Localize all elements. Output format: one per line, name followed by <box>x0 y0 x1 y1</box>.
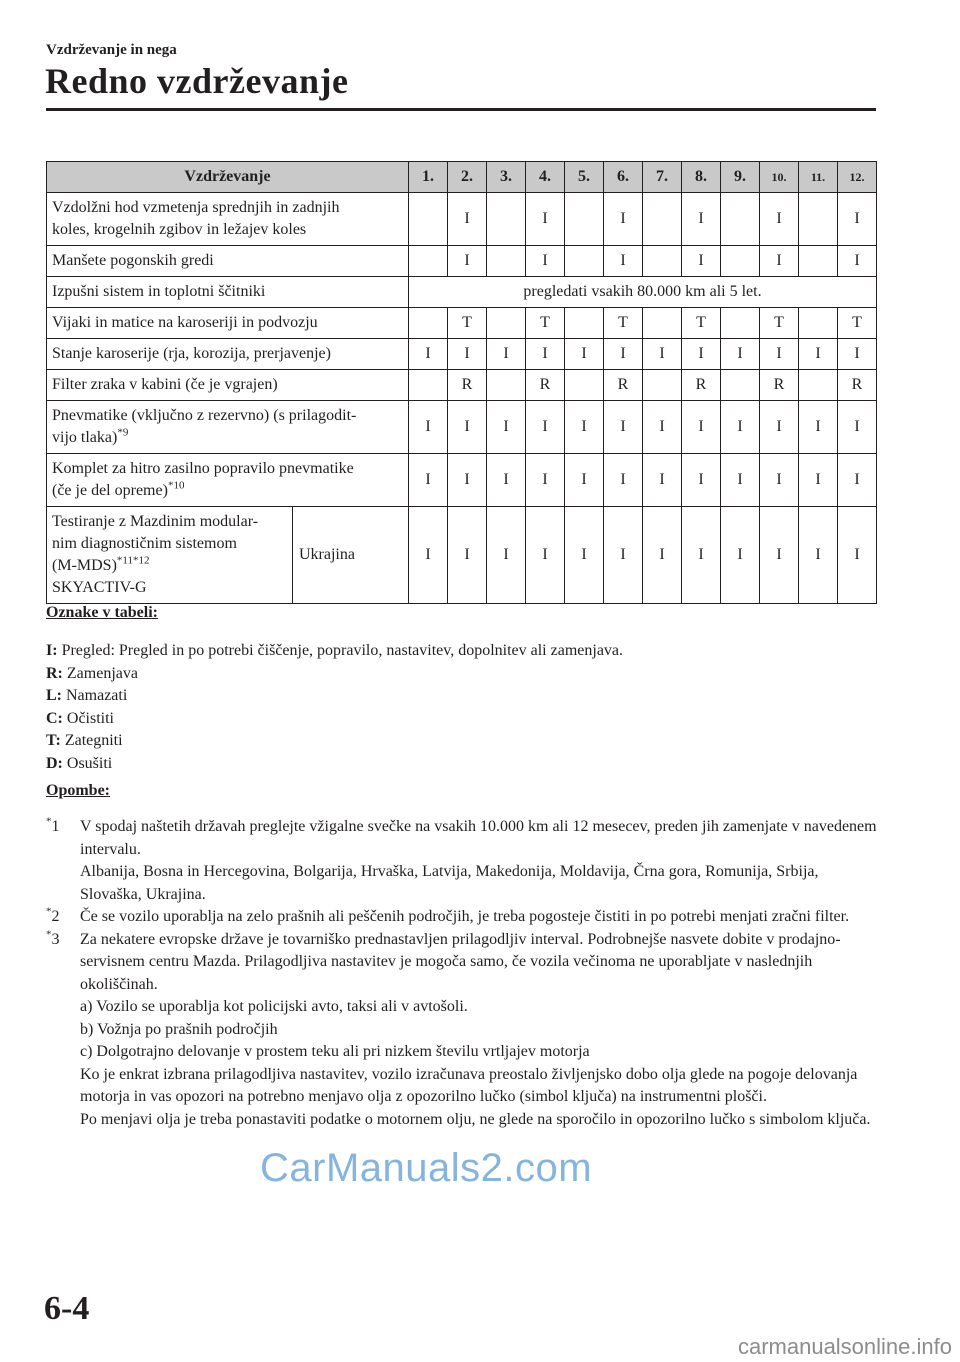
schedule-cell: I <box>526 246 565 277</box>
schedule-cell: R <box>604 370 643 401</box>
table-header-row <box>47 162 877 193</box>
schedule-cell: I <box>643 507 682 604</box>
schedule-cell: I <box>838 454 877 507</box>
schedule-cell: I <box>721 401 760 454</box>
legend-item: T: Zategniti <box>46 732 123 750</box>
table-row <box>47 401 877 454</box>
note-text: Ko je enkrat izbrana prilagodljiva nastavitev, vozilo izračunava preostalo življenjsko dobo olja glede na pogoje delovanja motorja in vas opozori na potrebno menjavo olja z opozorilno lučko (simbol ključa) na instrumentni plošči. <box>80 1065 858 1105</box>
row-label: Vijaki in matice na karoseriji in podvozju <box>47 308 409 339</box>
legend-item: I: Pregled: Pregled in po potrebi čiščenje, popravilo, nastavitev, dopolnitev ali zamenjava. <box>46 642 624 659</box>
header-col: 6. <box>604 162 643 193</box>
schedule-cell: I <box>526 339 565 370</box>
schedule-cell: I <box>565 507 604 604</box>
note-text: V spodaj naštetih državah preglejte vžigalne svečke na vsakih 10.000 km ali 12 mesecev, preden jih zamenjate v navedenem intervalu. <box>80 818 877 858</box>
schedule-cell: I <box>721 454 760 507</box>
legend-item: R: Zamenjava <box>46 664 138 682</box>
page-number: 6-4 <box>44 1290 90 1327</box>
schedule-cell: I <box>643 401 682 454</box>
schedule-cell: I <box>448 246 487 277</box>
header-col: 1. <box>409 162 448 193</box>
note-text: Po menjavi olja je treba ponastaviti podatke o motornem olju, ne glede na sporočilo in opozorilno lučko s simbolom ključa. <box>80 1110 871 1128</box>
schedule-cell <box>487 308 526 339</box>
header-col: 12. <box>838 162 877 193</box>
schedule-cell: I <box>487 454 526 507</box>
schedule-cell <box>643 246 682 277</box>
schedule-cell: I <box>643 339 682 370</box>
schedule-cell: I <box>682 401 721 454</box>
schedule-cell: I <box>448 454 487 507</box>
schedule-cell: I <box>838 401 877 454</box>
schedule-cell: I <box>526 454 565 507</box>
header-col: 9. <box>721 162 760 193</box>
schedule-cell: I <box>604 193 643 246</box>
note-2 <box>46 906 881 929</box>
table-row <box>47 370 877 401</box>
schedule-cell: T <box>604 308 643 339</box>
schedule-cell <box>487 370 526 401</box>
table-row <box>47 246 877 277</box>
schedule-cell: R <box>448 370 487 401</box>
row-sublabel: Ukrajina <box>293 507 409 604</box>
row-label: Stanje karoserije (rja, korozija, prerjavenje) <box>47 339 409 370</box>
schedule-cell <box>487 246 526 277</box>
schedule-cell: I <box>682 454 721 507</box>
schedule-cell: I <box>760 339 799 370</box>
schedule-cell: I <box>838 193 877 246</box>
note-number: *3 <box>46 928 60 948</box>
schedule-cell: R <box>682 370 721 401</box>
schedule-cell <box>409 308 448 339</box>
schedule-cell: I <box>409 401 448 454</box>
schedule-cell: I <box>643 454 682 507</box>
note-text: Če se vozilo uporablja na zelo prašnih ali peščenih področjih, je treba pogosteje čistiti in po potrebi menjati zračni filter. <box>80 908 850 925</box>
header-col: 3. <box>487 162 526 193</box>
schedule-cell <box>721 370 760 401</box>
section-label: Vzdrževanje in nega <box>46 42 177 58</box>
schedule-cell: I <box>448 193 487 246</box>
table-row <box>47 308 877 339</box>
schedule-cell: I <box>409 507 448 604</box>
schedule-cell: R <box>838 370 877 401</box>
schedule-cell: I <box>604 339 643 370</box>
schedule-cell <box>799 246 838 277</box>
notes-heading: Opombe: <box>46 782 110 799</box>
schedule-cell: I <box>760 507 799 604</box>
schedule-cell: I <box>760 401 799 454</box>
schedule-cell: I <box>799 507 838 604</box>
schedule-cell: I <box>838 507 877 604</box>
table-row <box>47 454 877 507</box>
note-number: *2 <box>46 905 60 925</box>
schedule-cell: I <box>526 401 565 454</box>
note-1 <box>46 816 881 906</box>
schedule-cell <box>721 308 760 339</box>
schedule-cell: I <box>565 454 604 507</box>
page-title: Redno vzdrževanje <box>45 61 349 101</box>
header-col: 5. <box>565 162 604 193</box>
schedule-cell: I <box>760 193 799 246</box>
header-col: 2. <box>448 162 487 193</box>
legend-heading: Oznake v tabeli: <box>46 604 158 621</box>
schedule-cell: I <box>448 507 487 604</box>
schedule-cell: I <box>604 401 643 454</box>
schedule-cell: I <box>526 193 565 246</box>
schedule-cell: I <box>799 339 838 370</box>
header-col: 8. <box>682 162 721 193</box>
notes-list <box>46 816 881 1131</box>
schedule-cell: I <box>409 454 448 507</box>
header-col: 11. <box>799 162 838 193</box>
schedule-cell: R <box>760 370 799 401</box>
schedule-cell: I <box>838 339 877 370</box>
schedule-cell: I <box>799 454 838 507</box>
schedule-cell: I <box>526 507 565 604</box>
schedule-cell: I <box>721 339 760 370</box>
row-label: Pnevmatike (vključno z rezervno) (s prilagodit- vijo tlaka)$^{*9}$ <box>47 401 409 454</box>
table-row <box>47 277 877 308</box>
header-maintenance: Vzdrževanje <box>47 162 409 193</box>
schedule-cell: I <box>448 401 487 454</box>
schedule-cell <box>799 193 838 246</box>
schedule-cell: T <box>526 308 565 339</box>
schedule-cell: I <box>487 339 526 370</box>
schedule-cell: I <box>721 507 760 604</box>
row-label: Manšete pogonskih gredi <box>47 246 409 277</box>
schedule-cell: T <box>682 308 721 339</box>
maintenance-table <box>46 161 877 604</box>
schedule-cell: I <box>838 246 877 277</box>
schedule-cell: I <box>409 339 448 370</box>
schedule-cell: I <box>565 339 604 370</box>
schedule-cell: R <box>526 370 565 401</box>
row-label: Vzdolžni hod vzmetenja sprednjih in zadnjih koles, krogelnih zgibov in ležajev koles <box>47 193 409 246</box>
schedule-cell: I <box>682 246 721 277</box>
row-label: Testiranje z Mazdinim modular- nim diagnostičnim sistemom $(M-MDS)^{*11*12}$ SKYACTIV-G <box>47 507 293 604</box>
header-col: 7. <box>643 162 682 193</box>
schedule-cell <box>721 246 760 277</box>
note-subitem: c) Dolgotrajno delovanje v prostem teku ali pri nizkem številu vrtljajev motorja <box>80 1043 590 1060</box>
title-rule <box>46 108 876 111</box>
schedule-cell <box>565 370 604 401</box>
schedule-cell: I <box>760 454 799 507</box>
schedule-cell: I <box>487 401 526 454</box>
table-row <box>47 339 877 370</box>
schedule-cell: I <box>604 246 643 277</box>
note-3 <box>46 929 881 1132</box>
note-subitem: a) Vozilo se uporablja kot policijski avto, taksi ali v avtošoli. <box>80 998 468 1015</box>
schedule-cell <box>799 308 838 339</box>
schedule-cell: I <box>604 507 643 604</box>
note-number: *1 <box>46 815 60 835</box>
schedule-cell <box>643 370 682 401</box>
schedule-cell: T <box>838 308 877 339</box>
schedule-cell <box>799 370 838 401</box>
schedule-cell <box>565 246 604 277</box>
table-row <box>47 193 877 246</box>
schedule-cell: I <box>760 246 799 277</box>
row-label: Filter zraka v kabini (če je vgrajen) <box>47 370 409 401</box>
schedule-cell <box>643 308 682 339</box>
schedule-cell: I <box>799 401 838 454</box>
schedule-cell <box>409 370 448 401</box>
schedule-cell: I <box>682 339 721 370</box>
schedule-cell: I <box>604 454 643 507</box>
watermark-logo: CarManuals2.com <box>260 1146 593 1190</box>
schedule-cell <box>409 193 448 246</box>
site-watermark: carmanualsonline.info <box>737 1334 952 1359</box>
schedule-cell <box>643 193 682 246</box>
schedule-cell: I <box>682 507 721 604</box>
schedule-cell <box>487 193 526 246</box>
header-col: 10. <box>760 162 799 193</box>
schedule-cell: T <box>760 308 799 339</box>
schedule-cell <box>721 193 760 246</box>
schedule-cell <box>565 193 604 246</box>
note-subitem: b) Vožnja po prašnih področjih <box>80 1020 278 1038</box>
schedule-cell: I <box>448 339 487 370</box>
schedule-cell: I <box>487 507 526 604</box>
interval-cell: pregledati vsakih 80.000 km ali 5 let. <box>409 277 877 308</box>
legend-item: D: Osušiti <box>46 754 113 772</box>
legend-item: C: Očistiti <box>46 709 114 727</box>
legend-list <box>46 640 623 776</box>
legend-item: L: Namazati <box>46 687 128 705</box>
note-text: Albanija, Bosna in Hercegovina, Bolgarija, Hrvaška, Latvija, Makedonija, Moldavija, Črna gora, Romunija, Srbija, Slovaška, Ukrajina. <box>80 863 819 903</box>
row-label: Izpušni sistem in toplotni ščitniki <box>47 277 409 308</box>
header-col: 4. <box>526 162 565 193</box>
schedule-cell: I <box>565 401 604 454</box>
table-row <box>47 507 877 604</box>
schedule-cell <box>565 308 604 339</box>
schedule-cell: I <box>682 193 721 246</box>
row-label: Komplet za hitro zasilno popravilo pnevmatike (če je del opreme)$^{*10}$ <box>47 454 409 507</box>
schedule-cell <box>409 246 448 277</box>
schedule-cell: T <box>448 308 487 339</box>
note-text: Za nekatere evropske države je tovarniško prednastavljen prilagodljiv interval. Podrobnejše nasvete dobite v prodajno-servisnem centru Mazda. Prilagodljiva nastavitev je mogoča samo, če vozila večinoma ne uporabljate v naslednjih okoliščinah. <box>80 930 841 993</box>
